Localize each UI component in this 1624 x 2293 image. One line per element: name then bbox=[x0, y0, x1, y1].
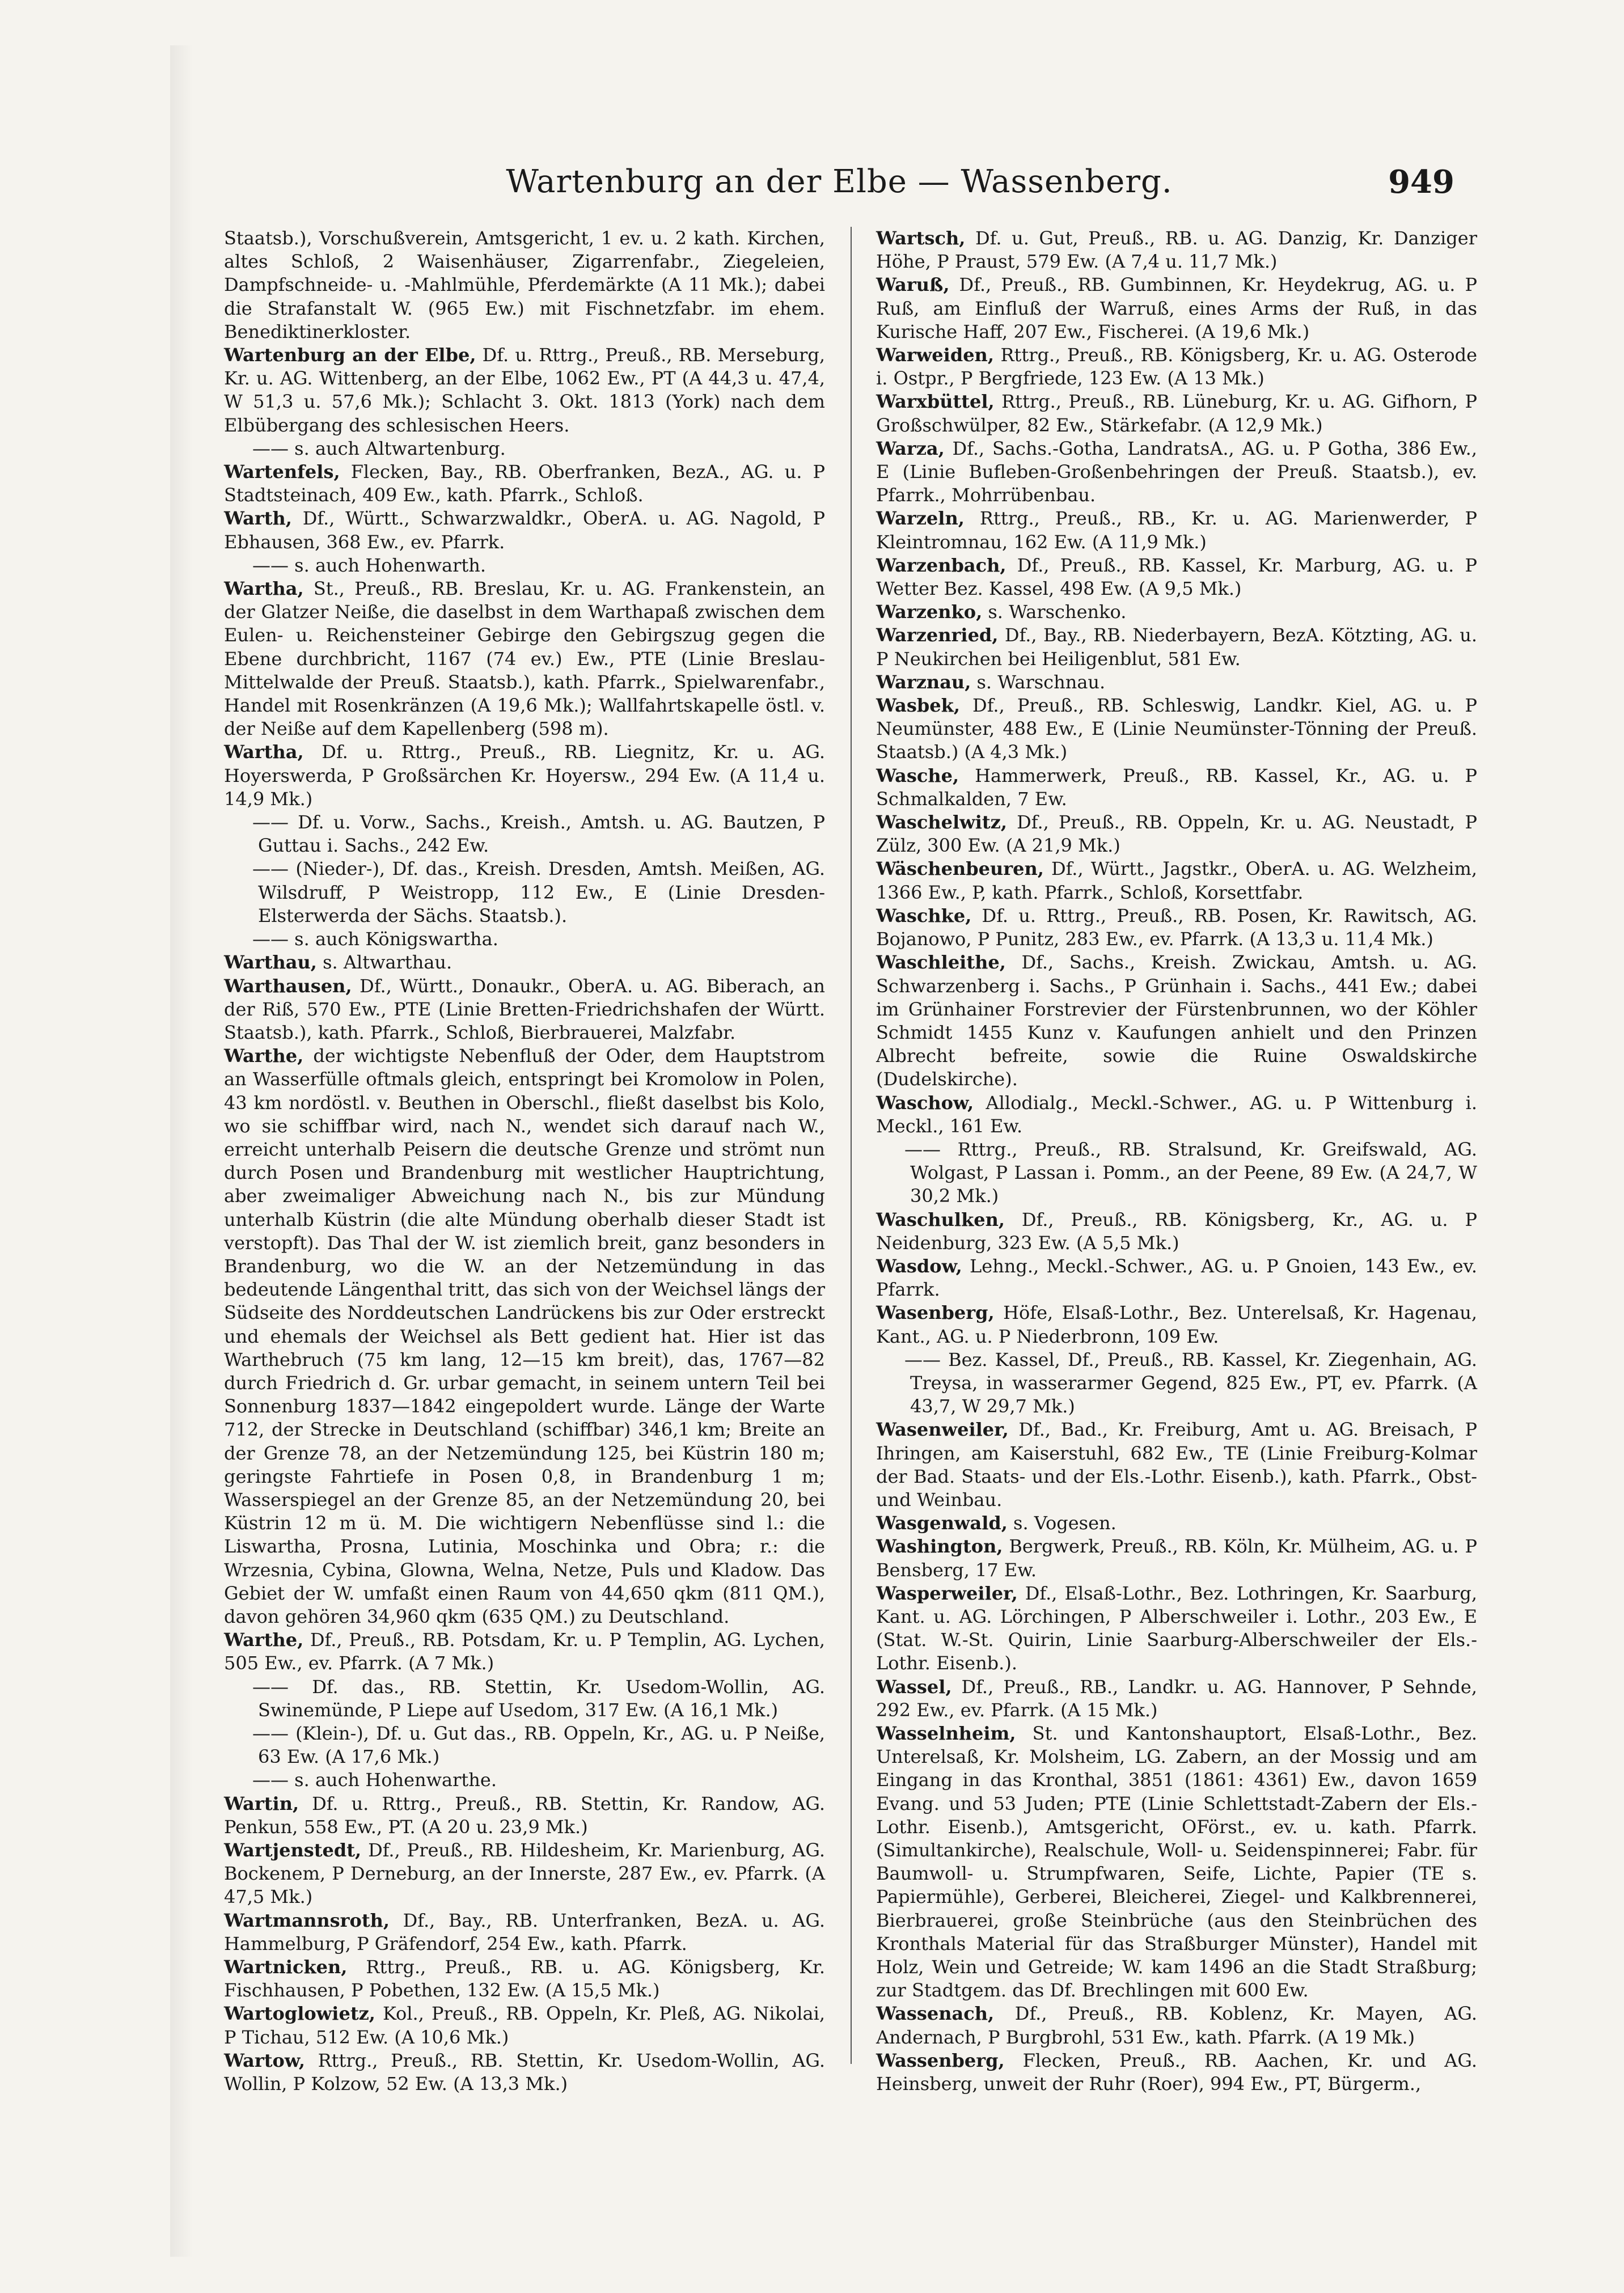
entry-text: s. Altwarthau. bbox=[316, 951, 452, 974]
entry-text: Hammerwerk, Preuß., RB. Kassel, Kr., AG. u. P Schmalkalden, 7 Ew. bbox=[876, 764, 1477, 810]
entry-text: Df., Bay., RB. Unterfranken, BezA. u. AG. Hammelburg, P Gräfendorf, 254 Ew., kath. Pfarrk. bbox=[224, 1909, 825, 1954]
entry-text: s. Vogesen. bbox=[1007, 1512, 1116, 1534]
entry-text: —— Bez. Kassel, Df., Preuß., RB. Kassel, Kr. Ziegenhain, AG. Treysa, in wasserarmer Gegend, 825 Ew., PT, ev. Pfarrk. (A 43,7, W 29,7 Mk.) bbox=[904, 1348, 1477, 1418]
dictionary-entry bbox=[876, 2002, 1477, 2049]
entry-headword: Wasselnheim, bbox=[876, 1723, 1016, 1744]
entry-headword: Wartha, bbox=[224, 741, 304, 763]
dictionary-entry bbox=[876, 764, 1477, 811]
left-column bbox=[224, 227, 825, 2096]
dictionary-entry bbox=[224, 928, 825, 951]
entry-headword: Warzenbach, bbox=[876, 554, 1006, 576]
entry-headword: Wassel, bbox=[876, 1676, 952, 1698]
entry-headword: Wartoglowietz, bbox=[224, 2003, 375, 2025]
entry-headword: Warxbüttel, bbox=[876, 391, 995, 413]
dictionary-entry bbox=[224, 227, 825, 344]
entry-text: Df., Preuß., RB. Oppeln, Kr. u. AG. Neustadt, P Zülz, 300 Ew. (A 21,9 Mk.) bbox=[876, 811, 1477, 857]
dictionary-entry bbox=[876, 671, 1477, 694]
entry-headword: Waschow, bbox=[876, 1091, 974, 1114]
entry-headword: Warza, bbox=[876, 437, 945, 459]
entry-text: Rttrg., Preuß., RB. u. AG. Königsberg, Kr. Fischhausen, P Pobethen, 132 Ew. (A 15,5 Mk.) bbox=[224, 1956, 825, 2002]
entry-headword: Warzenried, bbox=[876, 624, 999, 646]
dictionary-entry bbox=[876, 857, 1477, 904]
dictionary-entry bbox=[224, 1769, 825, 1792]
entry-text: Flecken, Bay., RB. Oberfranken, BezA., AG. u. P Stadtsteinach, 409 Ew., kath. Pfarrk., Schloß. bbox=[224, 461, 825, 506]
dictionary-entry bbox=[876, 344, 1477, 390]
entry-text: Df., Sachs., Kreish. Zwickau, Amtsh. u. AG. Schwarzenberg i. Sachs., P Grünhain i. Sachs., 441 Ew.; dabei im Grünhainer Forstrevier der Fürstenbrunnen, wo der Köhler Schmidt 1455 Kunz v. Kaufungen anhielt und den Prinzen Albrecht befreite, sowie die Ruine Oswaldskirche (Dudelskirche). bbox=[876, 951, 1477, 1090]
entry-headword: Waruß, bbox=[876, 274, 950, 296]
entry-headword: Wartenfels, bbox=[224, 461, 340, 483]
entry-text: Df. u. Rttrg., Preuß., RB. Stettin, Kr. Randow, AG. Penkun, 558 Ew., PT. (A 20 u. 23,9 Mk.) bbox=[224, 1792, 825, 1838]
dictionary-entry bbox=[224, 1722, 825, 1769]
entry-headword: Wartow, bbox=[224, 2049, 305, 2071]
entry-headword: Warthausen, bbox=[224, 975, 352, 997]
entry-text: Bergwerk, Preuß., RB. Köln, Kr. Mülheim, AG. u. P Bensberg, 17 Ew. bbox=[876, 1535, 1477, 1581]
entry-text: Df., Preuß., RB. Schleswig, Landkr. Kiel, AG. u. P Neumünster, 488 Ew., E (Linie Neumünster-Tönning der Preuß. Staatsb.) (A 4,3 Mk.) bbox=[876, 695, 1477, 763]
entry-text: Df., Elsaß-Lothr., Bez. Lothringen, Kr. Saarburg, Kant. u. AG. Lörchingen, P Alberschweiler i. Lothr., 203 Ew., E (Stat. W.-St. Quirin, Linie Saarburg-Alberschweiler der Els.-Lothr. Eisenb.). bbox=[876, 1582, 1477, 1674]
dictionary-entry bbox=[876, 1722, 1477, 2002]
dictionary-entry bbox=[224, 344, 825, 437]
entry-text: Flecken, Preuß., RB. Aachen, Kr. und AG. Heinsberg, unweit der Ruhr (Roer), 994 Ew., PT, Bürgerm., bbox=[876, 2049, 1477, 2095]
entry-headword: Wartmannsroth, bbox=[224, 1909, 390, 1931]
dictionary-entry bbox=[224, 1792, 825, 1839]
entry-headword: Wäschenbeuren, bbox=[876, 858, 1044, 880]
entry-text: Df. u. Rttrg., Preuß., RB. Posen, Kr. Rawitsch, AG. Bojanowo, P Punitz, 283 Ew., ev. Pfarrk. (A 13,3 u. 11,4 Mk.) bbox=[876, 904, 1477, 950]
entry-text: Df., Sachs.-Gotha, LandratsA., AG. u. P Gotha, 386 Ew., E (Linie Bufleben-Großenbehringen der Preuß. Staatsb.), ev. Pfarrk., Mohrrübenbau. bbox=[876, 437, 1477, 506]
entry-text: Df., Württ., Schwarzwaldkr., OberA. u. AG. Nagold, P Ebhausen, 368 Ew., ev. Pfarrk. bbox=[224, 507, 825, 553]
entry-headword: Warweiden, bbox=[876, 344, 994, 366]
entry-text: Allodialg., Meckl.-Schwer., AG. u. P Wittenburg i. Meckl., 161 Ew. bbox=[876, 1091, 1477, 1137]
right-column bbox=[876, 227, 1477, 2096]
dictionary-entry bbox=[224, 975, 825, 1045]
dictionary-entry bbox=[224, 437, 825, 460]
entry-text: s. Warschenko. bbox=[982, 601, 1127, 623]
dictionary-entry bbox=[876, 1348, 1477, 1419]
entry-headword: Wasbek, bbox=[876, 695, 960, 717]
page-number: 949 bbox=[1388, 163, 1454, 201]
entry-text: Df. u. Rttrg., Preuß., RB. Liegnitz, Kr. u. AG. Hoyerswerda, P Großsärchen Kr. Hoyersw., 294 Ew. (A 11,4 u. 14,9 Mk.) bbox=[224, 741, 825, 810]
entry-text: —— Df. u. Vorw., Sachs., Kreish., Amtsh. u. AG. Bautzen, P Guttau i. Sachs., 242 Ew. bbox=[252, 811, 825, 857]
dictionary-entry bbox=[876, 951, 1477, 1091]
dictionary-entry bbox=[876, 2049, 1477, 2096]
entry-headword: Wartsch, bbox=[876, 227, 966, 249]
dictionary-entry bbox=[224, 460, 825, 507]
dictionary-entry bbox=[876, 1091, 1477, 1138]
entry-headword: Warthe, bbox=[224, 1045, 304, 1067]
entry-text: Df., Bay., RB. Niederbayern, BezA. Kötzting, AG. u. P Neukirchen bei Heiligenblut, 581 Ew. bbox=[876, 624, 1477, 670]
dictionary-entry bbox=[876, 554, 1477, 600]
dictionary-entry bbox=[876, 1676, 1477, 1722]
entry-text: s. Warschnau. bbox=[971, 671, 1106, 693]
entry-text: Df., Preuß., RB. Kassel, Kr. Marburg, AG. u. P Wetter Bez. Kassel, 498 Ew. (A 9,5 Mk.) bbox=[876, 554, 1477, 600]
dictionary-entry bbox=[876, 1208, 1477, 1255]
entry-headword: Wasenberg, bbox=[876, 1302, 995, 1324]
entry-text: der wichtigste Nebenfluß der Oder, dem Hauptstrom an Wasserfülle oftmals gleich, entspringt bei Kromolow in Polen, 43 km nordöstl. v. Beuthen in Oberschl., fließt daselbst bis Kolo, wo sie schiffbar wird, nach N., wendet sich darauf nach W., erreicht unterhalb Peisern die deutsche Grenze und strömt nun durch Posen und Brandenburg mit westlicher Hauptrichtung, aber zweimaliger Abweichung nach N., bis zur Mündung unterhalb Küstrin (die alte Mündung oberhalb dieser Stadt ist verstopft). Das Thal der W. ist ziemlich breit, ganz besonders in Brandenburg, wo die W. an der Netzemündung in das bedeutende Längenthal tritt, das sich von der Weichsel längs der Südseite des Norddeutschen Landrückens bis zur Oder erstreckt und ehemals der Weichsel als Bett gedient hat. Hier ist das Warthebruch (75 km lang, 12—15 km breit), das, 1767—82 durch Friedrich d. Gr. urbar gemacht, in seinem untern Teil bei Sonnenburg 1837—1842 eingepoldert wurde. Länge der Warte 712, der Strecke in Deutschland (schiffbar) 346,1 km; Breite an der Grenze 78, an der Netzemündung 125, bei Küstrin 180 m; geringste Fahrtiefe in Posen 0,8, in Brandenburg 1 m; Wasserspiegel an der Grenze 85, an der Netzemündung 20, bei Küstrin 12 m ü. M. Die wichtigern Nebenflüsse sind l.: die Liswartha, Prosna, Lutinia, Moschinka und Obra; r.: die Wrzesnia, Cybina, Glowna, Welna, Netze, Puls und Kladow. Das Gebiet der W. umfaßt einen Raum von 44,650 qkm (811 QM.), davon gehören 34,960 qkm (635 QM.) zu Deutschland. bbox=[224, 1045, 825, 1627]
entry-text: Rttrg., Preuß., RB. Königsberg, Kr. u. AG. Osterode i. Ostpr., P Bergfriede, 123 Ew. (A 13 Mk.) bbox=[876, 344, 1477, 390]
entry-headword: Warth, bbox=[224, 507, 292, 530]
dictionary-entry bbox=[876, 1512, 1477, 1535]
entry-text: Lehng., Meckl.-Schwer., AG. u. P Gnoien, 143 Ew., ev. Pfarrk. bbox=[876, 1255, 1477, 1301]
dictionary-entry bbox=[224, 554, 825, 577]
entry-text: —— (Klein-), Df. u. Gut das., RB. Oppeln, Kr., AG. u. P Neiße, 63 Ew. (A 17,6 Mk.) bbox=[252, 1723, 825, 1768]
entry-headword: Waschulken, bbox=[876, 1208, 1005, 1230]
dictionary-entry bbox=[876, 273, 1477, 344]
entry-text: Höfe, Elsaß-Lothr., Bez. Unterelsaß, Kr. Hagenau, Kant., AG. u. P Niederbronn, 109 Ew. bbox=[876, 1302, 1477, 1347]
dictionary-entry bbox=[876, 624, 1477, 670]
entry-headword: Wasperweiler, bbox=[876, 1582, 1018, 1604]
dictionary-entry bbox=[224, 1956, 825, 2002]
entry-text: —— s. auch Hohenwarth. bbox=[252, 554, 487, 576]
entry-text: Df., Preuß., RB. Hildesheim, Kr. Marienburg, AG. Bockenem, P Derneburg, an der Innerste, 287 Ew., ev. Pfarrk. (A 47,5 Mk.) bbox=[224, 1839, 825, 1908]
entry-text: —— s. auch Hohenwarthe. bbox=[252, 1769, 497, 1791]
running-title: Wartenburg an der Elbe — Wassenberg. bbox=[506, 163, 1173, 200]
entry-headword: Waschelwitz, bbox=[876, 811, 1007, 834]
entry-text: Kol., Preuß., RB. Oppeln, Kr. Pleß, AG. Nikolai, P Tichau, 512 Ew. (A 10,6 Mk.) bbox=[224, 2003, 825, 2048]
entry-text: Staatsb.), Vorschußverein, Amtsgericht, 1 ev. u. 2 kath. Kirchen, altes Schloß, 2 Waisenhäuser, Zigarrenfabr., Ziegeleien, Dampfschneide- u. -Mahlmühle, Pferdemärkte (A 11 Mk.); dabei die Strafanstalt W. (965 Ew.) mit Fischnetzfabr. im ehem. Benediktinerkloster. bbox=[224, 227, 825, 342]
entry-headword: Wasenweiler, bbox=[876, 1419, 1009, 1441]
entry-text: St. und Kantonshauptort, Elsaß-Lothr., Bez. Unterelsaß, Kr. Molsheim, LG. Zabern, an der Mossig und am Eingang in das Kronthal, 3851 (1861: 4361) Ew., davon 1659 Evang. und 53 Juden; PTE (Linie Schlettstadt-Zabern der Els.-Lothr. Eisenb.), Amtsgericht, OFörst., ev. u. kath. Pfarrk. (Simultankirche), Realschule, Woll- u. Seidenspinnerei; Fabr. für Baumwoll- u. Strumpfwaren, Seife, Lichte, Papier (TE s. Papiermühle), Gerberei, Bleicherei, Ziegel- und Kalkbrennerei, Bierbrauerei, große Steinbrüche (aus den Steinbrüchen des Kronthals Material für das Straßburger Münster), Handel mit Holz, Wein und Getreide; W. kam 1496 an die Stadt Straßburg; zur Stadtgem. das Df. Brechlingen mit 600 Ew. bbox=[876, 1723, 1477, 2002]
entry-text: —— Df. das., RB. Stettin, Kr. Usedom-Wollin, AG. Swinemünde, P Liepe auf Usedom, 317 Ew. (A 16,1 Mk.) bbox=[252, 1676, 825, 1721]
dictionary-entry bbox=[224, 1044, 825, 1628]
dictionary-entry bbox=[224, 857, 825, 928]
entry-headword: Wartin, bbox=[224, 1792, 299, 1814]
dictionary-entry bbox=[876, 1138, 1477, 1208]
dictionary-entry bbox=[224, 741, 825, 811]
entry-text: —— Rttrg., Preuß., RB. Stralsund, Kr. Greifswald, AG. Wolgast, P Lassan i. Pomm., an der Peene, 89 Ew. (A 24,7, W 30,2 Mk.) bbox=[904, 1138, 1477, 1207]
dictionary-entry bbox=[224, 2049, 825, 2096]
entry-headword: Warzeln, bbox=[876, 507, 965, 530]
entry-text: —— (Nieder-), Df. das., Kreish. Dresden, Amtsh. Meißen, AG. Wilsdruff, P Weistropp, 112 Ew., E (Linie Dresden-Elsterwerda der Sächs. Staatsb.). bbox=[252, 858, 825, 926]
dictionary-entry bbox=[224, 1909, 825, 1956]
entry-headword: Warthe, bbox=[224, 1629, 304, 1651]
page-edge-shadow bbox=[170, 45, 193, 2257]
entry-headword: Waschleithe, bbox=[876, 951, 1006, 974]
entry-headword: Wartenburg an der Elbe, bbox=[224, 344, 476, 366]
entry-headword: Wartjenstedt, bbox=[224, 1839, 362, 1862]
entry-text: Df. u. Gut, Preuß., RB. u. AG. Danzig, Kr. Danziger Höhe, P Praust, 579 Ew. (A 7,4 u. 11,7 Mk.) bbox=[876, 227, 1477, 273]
entry-text: Rttrg., Preuß., RB. Lüneburg, Kr. u. AG. Gifhorn, P Großschwülper, 82 Ew., Stärkefabr. (A 12,9 Mk.) bbox=[876, 391, 1477, 436]
entry-headword: Wassenach, bbox=[876, 2003, 995, 2025]
entry-text: Df., Preuß., RB., Landkr. u. AG. Hannover, P Sehnde, 292 Ew., ev. Pfarrk. (A 15 Mk.) bbox=[876, 1676, 1477, 1721]
entry-text: —— s. auch Königswartha. bbox=[252, 928, 498, 950]
dictionary-entry bbox=[876, 904, 1477, 951]
entry-text: Df., Württ., Jagstkr., OberA. u. AG. Welzheim, 1366 Ew., P, kath. Pfarrk., Schloß, Korsettfabr. bbox=[876, 858, 1477, 903]
entry-text: Df., Preuß., RB. Koblenz, Kr. Mayen, AG. Andernach, P Burgbrohl, 531 Ew., kath. Pfarrk. (A 19 Mk.) bbox=[876, 2003, 1477, 2048]
entry-text: Df., Bad., Kr. Freiburg, Amt u. AG. Breisach, P Ihringen, am Kaiserstuhl, 682 Ew., TE (Linie Freiburg-Kolmar der Bad. Staats- und der Els.-Lothr. Eisenb.), kath. Pfarrk., Obst- und Weinbau. bbox=[876, 1419, 1477, 1511]
dictionary-entry bbox=[224, 507, 825, 553]
entry-headword: Warthau, bbox=[224, 951, 317, 974]
entry-headword: Wartnicken, bbox=[224, 1956, 348, 1978]
dictionary-entry bbox=[224, 811, 825, 857]
entry-text: Rttrg., Preuß., RB., Kr. u. AG. Marienwerder, P Kleintromnau, 162 Ew. (A 11,9 Mk.) bbox=[876, 507, 1477, 553]
entry-headword: Wartha, bbox=[224, 578, 304, 600]
dictionary-entry bbox=[224, 951, 825, 974]
dictionary-entry bbox=[224, 1676, 825, 1722]
entry-text: Df., Württ., Donaukr., OberA. u. AG. Biberach, an der Riß, 570 Ew., PTE (Linie Bretten-Friedrichshafen der Württ. Staatsb.), kath. Pfarrk., Schloß, Bierbrauerei, Malzfabr. bbox=[224, 975, 825, 1043]
dictionary-entry bbox=[876, 1535, 1477, 1581]
dictionary-entry bbox=[876, 1301, 1477, 1348]
dictionary-entry bbox=[876, 811, 1477, 857]
entry-text: —— s. auch Altwartenburg. bbox=[252, 437, 506, 459]
entry-text: Rttrg., Preuß., RB. Stettin, Kr. Usedom-Wollin, AG. Wollin, P Kolzow, 52 Ew. (A 13,3 Mk.) bbox=[224, 2049, 825, 2095]
entry-headword: Wassenberg, bbox=[876, 2049, 1005, 2071]
entry-headword: Washington, bbox=[876, 1535, 1003, 1558]
dictionary-entry bbox=[876, 1255, 1477, 1301]
dictionary-entry bbox=[876, 390, 1477, 437]
dictionary-entry bbox=[876, 1418, 1477, 1512]
page-header bbox=[224, 163, 1454, 209]
entry-headword: Warznau, bbox=[876, 671, 971, 693]
dictionary-entry bbox=[876, 507, 1477, 553]
dictionary-entry bbox=[876, 437, 1477, 507]
entry-text: St., Preuß., RB. Breslau, Kr. u. AG. Frankenstein, an der Glatzer Neiße, die daselbst in dem Warthapaß zwischen dem Eulen- u. Reichensteiner Gebirge den Gebirgszug gegen die Ebene durchbricht, 1167 (74 ev.) Ew., PTE (Linie Breslau-Mittelwalde der Preuß. Staatsb.), kath. Pfarrk., Spielwarenfabr., Handel mit Rosenkränzen (A 19,6 Mk.); Wallfahrtskapelle östl. v. der Neiße auf dem Kapellenberg (598 m). bbox=[224, 578, 825, 740]
column-divider bbox=[851, 227, 852, 2064]
entry-headword: Wasdow, bbox=[876, 1255, 962, 1277]
dictionary-entry bbox=[224, 577, 825, 741]
entry-headword: Waschke, bbox=[876, 904, 972, 926]
entry-text: Df., Preuß., RB. Königsberg, Kr., AG. u. P Neidenburg, 323 Ew. (A 5,5 Mk.) bbox=[876, 1208, 1477, 1254]
dictionary-entry bbox=[876, 1582, 1477, 1676]
entry-text: Df., Preuß., RB. Gumbinnen, Kr. Heydekrug, AG. u. P Ruß, am Einfluß der Warruß, eines Arms der Ruß, in das Kurische Haff, 207 Ew., Fischerei. (A 19,6 Mk.) bbox=[876, 274, 1477, 342]
dictionary-entry bbox=[876, 227, 1477, 273]
dictionary-entry bbox=[876, 694, 1477, 764]
dictionary-entry bbox=[876, 600, 1477, 624]
entry-headword: Wasche, bbox=[876, 764, 959, 786]
entry-text: Df., Preuß., RB. Potsdam, Kr. u. P Templin, AG. Lychen, 505 Ew., ev. Pfarrk. (A 7 Mk.) bbox=[224, 1629, 825, 1674]
dictionary-entry bbox=[224, 2002, 825, 2049]
entry-text: Df. u. Rttrg., Preuß., RB. Merseburg, Kr. u. AG. Wittenberg, an der Elbe, 1062 Ew., PT (A 44,3 u. 47,4, W 51,3 u. 57,6 Mk.); Schlacht 3. Okt. 1813 (York) nach dem Elbübergang des schlesischen Heers. bbox=[224, 344, 826, 436]
dictionary-entry bbox=[224, 1839, 825, 1909]
entry-headword: Warzenko, bbox=[876, 601, 983, 623]
dictionary-entry bbox=[224, 1628, 825, 1675]
entry-headword: Wasgenwald, bbox=[876, 1512, 1008, 1534]
